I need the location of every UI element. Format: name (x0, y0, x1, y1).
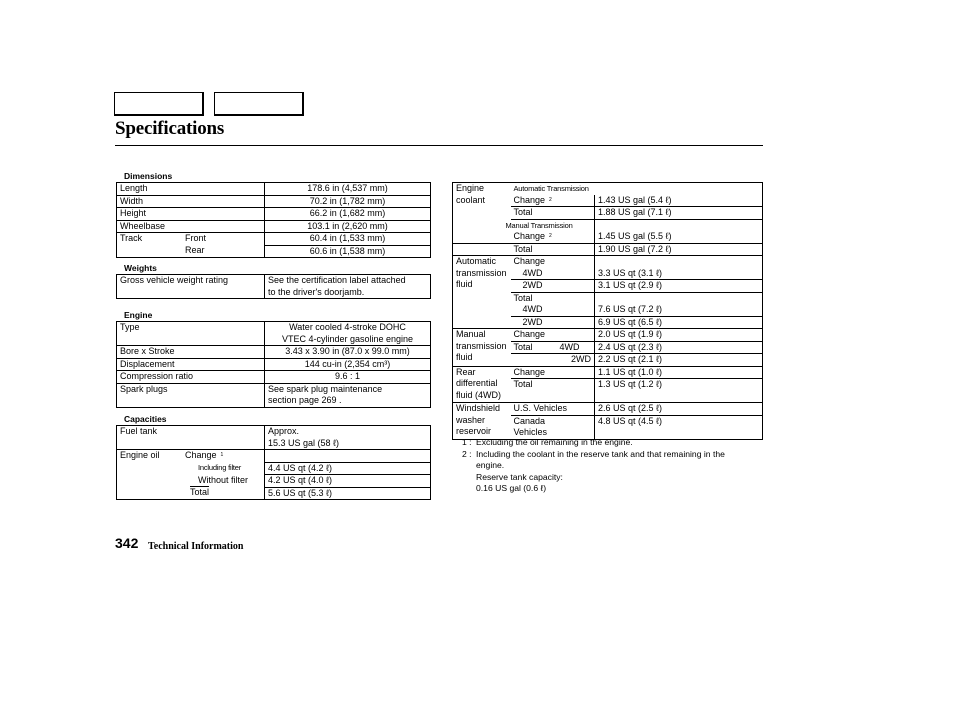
spec-label: Displacement (117, 358, 265, 371)
spec-value: 1.45 US gal (5.5 ℓ) (595, 219, 763, 243)
rear-diff-label (453, 366, 511, 403)
spec-value: 66.2 in (1,682 mm) (265, 208, 431, 221)
washer-label-line: washer (456, 414, 486, 425)
engine-table (116, 321, 431, 408)
capacities-heading: Capacities (124, 414, 167, 424)
spec-value: 2.0 US qt (1.9 ℓ) (595, 329, 763, 342)
spec-sublabel (511, 341, 595, 354)
table-row (117, 475, 431, 488)
spec-value: 1.88 US gal (7.1 ℓ) (595, 207, 763, 220)
title-rule (115, 145, 763, 146)
auto-transmission-header (511, 183, 763, 195)
change-label: Change (185, 450, 217, 460)
nav-tab-box-1 (114, 92, 204, 116)
spec-value (595, 256, 763, 268)
spec-value: 2.4 US qt (2.3 ℓ) (595, 341, 763, 354)
table-row (117, 275, 431, 299)
spec-label: Bore x Stroke (117, 346, 265, 359)
row-spacer (595, 391, 763, 403)
engine-type-line: Water cooled 4-stroke DOHC (289, 322, 406, 332)
spec-value: 3.1 US qt (2.9 ℓ) (595, 280, 763, 293)
drive-label: 4WD (522, 267, 543, 278)
without-filter-label: Without filter (198, 474, 249, 485)
spec-value (265, 426, 431, 450)
footnote-text: Reserve tank capacity: (476, 471, 563, 482)
including-filter-label: Including filter (198, 463, 242, 472)
spec-value: 6.9 US qt (6.5 ℓ) (595, 316, 763, 329)
table-row (117, 233, 431, 246)
spec-label: Height (117, 208, 265, 221)
weights-table (116, 274, 431, 299)
spec-label: Gross vehicle weight rating (117, 275, 265, 299)
table-row (117, 462, 431, 475)
spec-sublabel (511, 195, 595, 207)
footnotes (462, 437, 725, 495)
spec-value: 7.6 US qt (7.2 ℓ) (595, 304, 763, 316)
coolant-label-line: coolant (456, 194, 486, 205)
spark-value-line: See spark plug maintenance (268, 383, 383, 394)
spec-sublabel (505, 219, 595, 243)
table-row (453, 403, 763, 416)
fuel-value-line: 15.3 US gal (58 ℓ) (268, 437, 339, 448)
spec-value: 1.3 US qt (1.2 ℓ) (595, 379, 763, 391)
drive-label: 4WD (559, 341, 580, 352)
spec-value (265, 322, 431, 346)
total-label: Total (511, 243, 595, 256)
spec-value: 9.6 : 1 (265, 371, 431, 384)
washer-label-line: reservoir (456, 426, 492, 436)
total-label: Total (513, 341, 533, 352)
atf-label-line: Automatic (456, 256, 497, 266)
weights-value-line: to the driver's doorjamb. (268, 286, 365, 297)
table-row (117, 487, 431, 500)
table-row (117, 208, 431, 221)
spec-label: Compression ratio (117, 371, 265, 384)
change-label: Change (513, 231, 546, 241)
footnote-marker: 2 (549, 196, 552, 203)
spec-value: 70.2 in (1,782 mm) (265, 195, 431, 208)
page-title: Specifications (115, 118, 225, 139)
table-row (117, 346, 431, 359)
manual-transmission-label: Manual Transmission (505, 220, 573, 230)
footnote-text: Excluding the oil remaining in the engine. (476, 437, 633, 447)
engine-type-line: VTEC 4-cylinder gasoline engine (281, 333, 414, 344)
table-row (453, 183, 763, 195)
total-label: Total (511, 379, 595, 391)
footnote-text: engine. (476, 460, 505, 471)
mtf-label-line: fluid (456, 352, 473, 362)
canada-label (511, 415, 595, 439)
drive-label: 2WD (511, 316, 595, 329)
front-label: Front (185, 233, 207, 243)
atf-label-line: fluid (456, 279, 473, 289)
change-label: Change (511, 256, 595, 268)
footnote-2 (462, 449, 725, 495)
mtf-label (453, 329, 511, 367)
table-row (117, 450, 431, 463)
spec-label (117, 233, 265, 246)
table-row (453, 256, 763, 268)
spec-value: 2.2 US qt (2.1 ℓ) (595, 354, 763, 367)
spec-value: 5.6 US qt (5.3 ℓ) (265, 487, 431, 500)
dimensions-heading: Dimensions (124, 171, 173, 181)
spec-value (265, 275, 431, 299)
total-label: Total (513, 292, 533, 303)
spec-label: Width (117, 195, 265, 208)
page-section-label: Technical Information (148, 541, 244, 552)
spec-value: 4.2 US qt (4.0 ℓ) (265, 475, 431, 488)
spec-label: Wheelbase (117, 220, 265, 233)
spec-label: Spark plugs (117, 383, 265, 407)
mtf-label-line: transmission (456, 340, 507, 351)
total-label: Total (513, 207, 533, 217)
spec-value: 144 cu-in (2,354 cm³) (265, 358, 431, 371)
table-row (117, 195, 431, 208)
rear-diff-label-line: fluid (4WD) (456, 389, 502, 400)
washer-label (453, 403, 511, 440)
spec-value: 4.4 US qt (4.2 ℓ) (265, 462, 431, 475)
spec-value: 178.6 in (4,537 mm) (265, 183, 431, 196)
table-row (453, 329, 763, 342)
rear-diff-label-line: Rear (456, 366, 476, 377)
table-row (117, 426, 431, 450)
mtf-label-line: Manual (456, 329, 486, 339)
canada-label-line: Canada (513, 415, 546, 426)
footnote-marker: 1 (220, 452, 224, 458)
atf-label (453, 256, 511, 329)
change-label: Change (513, 194, 546, 205)
spec-value (265, 450, 431, 463)
table-row (117, 322, 431, 346)
spec-label: Fuel tank (117, 426, 265, 450)
spec-value: 1.43 US gal (5.4 ℓ) (595, 195, 763, 207)
spec-value: 1.90 US gal (7.2 ℓ) (595, 243, 763, 256)
table-row (117, 371, 431, 384)
footnote-text: Including the coolant in the reserve tank and that remaining in the (476, 448, 725, 459)
footnote-marker: 2 (549, 233, 552, 239)
canada-label-line: Vehicles (513, 427, 548, 437)
spec-value: 3.43 x 3.90 in (87.0 x 99.0 mm) (265, 346, 431, 359)
table-row (117, 358, 431, 371)
oil-label: Engine oil (120, 450, 160, 460)
weights-value-line: See the certification label attached (268, 275, 406, 285)
spec-label: Length (117, 183, 265, 196)
spec-label: Type (117, 322, 265, 346)
track-label: Track (120, 233, 143, 243)
table-row (117, 245, 431, 258)
atf-label-line: transmission (456, 267, 507, 278)
coolant-label-line: Engine (456, 183, 485, 193)
dimensions-table (116, 182, 431, 258)
change-label: Change (511, 366, 595, 379)
drive-label: 2WD (511, 354, 595, 367)
spec-value: 103.1 in (2,620 mm) (265, 220, 431, 233)
change-label: Change (511, 329, 595, 342)
drive-label: 4WD (522, 304, 543, 314)
footnote-1 (462, 437, 725, 449)
auto-transmission-label: Automatic Transmission (513, 184, 589, 193)
weights-heading: Weights (124, 263, 157, 273)
row-spacer (511, 391, 595, 403)
drive-label: 2WD (511, 280, 595, 293)
washer-label-line: Windshield (456, 403, 501, 413)
engine-heading: Engine (124, 310, 153, 320)
spec-value: 60.4 in (1,533 mm) (265, 233, 431, 246)
spec-value (265, 383, 431, 407)
row-spacer (453, 243, 511, 256)
spec-sublabel (511, 207, 595, 220)
rear-label: Rear (185, 245, 205, 255)
table-row (453, 366, 763, 379)
page-number: 342 (115, 535, 139, 551)
table-row (117, 183, 431, 196)
us-vehicles-label: U.S. Vehicles (511, 403, 595, 416)
spec-label (117, 462, 265, 475)
footnote-text: 0.16 US gal (0.6 ℓ) (476, 483, 547, 494)
spec-label (117, 450, 265, 463)
spark-value-line: section page 269 . (268, 395, 342, 405)
footnote-key: 1 : (462, 437, 472, 447)
total-label: Total (190, 487, 210, 497)
table-row (117, 383, 431, 407)
table-row (453, 243, 763, 256)
spec-value: 4.8 US qt (4.5 ℓ) (595, 415, 763, 439)
nav-tab-box-2 (214, 92, 304, 116)
spec-value: 1.1 US qt (1.0 ℓ) (595, 366, 763, 379)
spec-value (595, 292, 763, 304)
footnote-key: 2 : (462, 448, 472, 459)
rear-diff-label-line: differential (456, 378, 498, 388)
spec-value: 60.6 in (1,538 mm) (265, 245, 431, 258)
spec-value: 2.6 US qt (2.5 ℓ) (595, 403, 763, 416)
fluid-capacities-table (452, 182, 763, 440)
table-row (117, 220, 431, 233)
spec-label (117, 487, 265, 500)
fuel-value-line: Approx. (268, 426, 300, 436)
spec-label (117, 245, 265, 258)
spec-value: 3.3 US qt (3.1 ℓ) (595, 268, 763, 280)
coolant-label (453, 183, 511, 244)
capacities-table (116, 425, 431, 500)
